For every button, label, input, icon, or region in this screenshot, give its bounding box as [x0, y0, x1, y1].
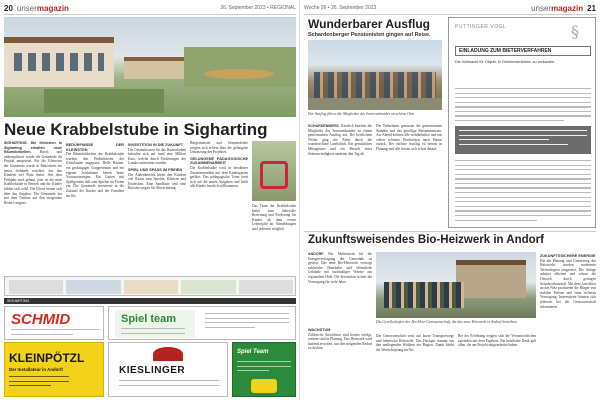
article-col-2: BEDÜRFNISSE DER KLEINSTEN Die Räumlichkeiten der Krabbelstube wurden den Bedürfnissen der Kleinkinder angepasst. Helle Räume, ein großzügiger Gruppenraum und ein eigener Schlafraum bieten beste Voraussetzungen. Ein Garten mit Spielgeräten lädt zum Spielen im Freien ein. Die Gemeinde investierte in die Zukunft der Kinder und der Familien im Ort. — [66, 143, 124, 198]
caption-bioheizwerk: Die Gesellschafter der Bio-Heiz-Genossenschaft, die das neue Heizwerk in Andorf betreiben. — [376, 320, 518, 324]
headline-ausflug: Wunderbarer Ausflug — [308, 17, 431, 31]
caption-ausflug: Der Ausflug führte die Mitglieder des Seniorenbundes an schöne Orte. — [308, 112, 416, 116]
ad-title: EINLADUNG ZUM BIETERVERFAHREN — [455, 46, 591, 56]
kieslinger-logo: KIESLINGER — [119, 365, 186, 376]
schmid-logo: SCHMID — [11, 311, 71, 328]
kieslinger-ad — [108, 342, 228, 397]
kleinpoetzl-logo: KLEINPÖTZL — [9, 351, 85, 365]
puttinger-vogl-ad — [448, 17, 596, 228]
spielteam-logo: Spiel team — [121, 313, 177, 325]
brand-logo: unsermagazin — [531, 3, 584, 13]
spielteam-green-logo: Spiel Team — [237, 349, 269, 355]
bioheizwerk-col-1: ANDORF. Ein Meilenstein für die Energieversorgung der Gemeinde ist gesetzt. Das neue Bio-Heizwerk versorgt zahlreiche Haushalte und öffentliche Gebäude mit nachhaltiger Wärme aus regionalem Holz. Die Investition sichert die Versorgung für viele Jahre. — [308, 252, 372, 284]
page-number: 20 — [4, 3, 13, 13]
right-header — [304, 3, 596, 13]
bioheizwerk-sidebar: ZUKUNFTSSICHERE ENERGIE Für die Planung und Umsetzung des Heizwerks wurden modernste Technologien eingesetzt. Die Anlage arbeitet effizient und schont die Umwelt durch geringen Schadstoffausstoß. Mit dem Anschluss an das Netz profitieren die Bürger von stabilen Preisen und einer sicheren Versorgung. Interessierte können sich jederzeit bei der Genossenschaft informieren. — [540, 254, 596, 309]
heizwerk-photo — [376, 252, 536, 318]
group-photo — [308, 40, 442, 110]
headline-bioheizwerk: Zukunftsweisendes Bio-Heizwerk in Andorf — [308, 234, 544, 246]
page-number: 21 — [587, 3, 596, 13]
issue-date: 26. September 2023 • REGIONAL — [220, 5, 296, 11]
spielteam-ad — [108, 306, 296, 340]
article-col-4: Bürgermeister und Gemeinderäte zeigten sich erfreut über die gelungene Umsetzung des Projektes. GELUNGENE PÄDAGOGISCHE ZUSAMMENARBEIT Die Krabbelstube wird in bewährter Zusammenarbeit mit dem Kindergarten geführt. Das pädagogische Team freut sich auf die neuen Aufgaben und heißt alle Kinder herzlich willkommen. — [190, 141, 248, 189]
building-photo — [4, 17, 296, 117]
schmid-ad — [4, 306, 104, 340]
paragraph-icon: § — [571, 22, 579, 41]
kleinpoetzl-ad — [4, 342, 104, 397]
article-col-5: Das Team der Krabbelstube bietet eine liebevolle Betreuung und Förderung für Kinder ab dem ersten Lebensjahr an. Anmeldungen sind jederzeit möglich. — [252, 204, 296, 231]
ad-highlight-box — [455, 126, 591, 154]
ad-banner-bar: SIGHARTING — [4, 298, 296, 304]
ausflug-col-1: SCHARDENBERG. Kürzlich brachen die Mitglieder des Seniorenbundes zu einem gemeinsamen Ausflug auf. Bei herrlichem Wetter ging die Fahrt durch die wunderschöne Landschaft. Ein gemütliches Mittagessen und ein Besuch einer Sehenswürdigkeit rundeten den Tag ab. — [308, 124, 372, 156]
brand-logo: unsermagazin — [16, 3, 69, 13]
bioheizwerk-col-2: Die Genossenschaft setzt auf kurze Transportwege und heimische Rohstoffe. Das Hackgut stammt aus den umliegenden Wäldern der Region. Damit bleibt die Wertschöpfung im Ort. — [376, 334, 454, 352]
ausflug-col-2: Die Teilnehmer genossen die gemeinsamen Stunden und das gesellige Beisammensein. Am Abend kehrten alle wohlbehalten und mit vielen schönen Eindrücken nach Hause zurück. Der nächste Ausflug ist bereits in Planung und alle freuen sich schon darauf. — [376, 124, 442, 151]
issue-date: Woche 26 • 26. September 2023 — [304, 5, 377, 11]
spielteam-green-ad — [232, 342, 296, 397]
bioheizwerk-col-3: Bei der Eröffnung zeigten sich die Verantwortlichen zufrieden mit dem Ergebnis. Ein herzlicher Dank galt allen, die am Projekt mitgearbeitet haben. — [458, 334, 536, 348]
sponsor-strip — [4, 276, 296, 296]
article-col-3: INVESTITION IN DIE ZUKUNFT Die Gesamtkosten für das Bauvorhaben belaufen sich auf rund eine Million Euro, welche durch Förderungen des Landes unterstützt wurden. SPIEL UND SPASS IM FREIEN Der Außenbereich bietet den Kindern viel Raum zum Spielen, Klettern und Entdecken. Eine Sandkiste und eine Rutsche sorgen für Abwechslung. — [128, 143, 186, 191]
subhead-ausflug: Schardenberger Pensionisten gingen auf Reise. — [308, 32, 431, 38]
puttinger-logo: PUTTINGER VOGL — [455, 24, 507, 30]
article-col-1: SIGHARTING. Die Kleinsten in Sigharting erhalten neue Räumlichkeiten. Rasch und unkompliziert wurde die Gemeinde ihr Projekt umgesetzt. Für die Kleinsten der Gemeinde wurde in Rekordzeit ein neues Gebäude errichtet, das den Kindern viel Platz bietet. Seit dem Frühjahr wird gebaut, jetzt ist die neue Krabbelstube in Betrieb und die Kinder fühlen sich wohl. Die Eltern freuen sich über das Angebot. Die Gemeinde hat mit dem Neubau auf den steigenden Bedarf reagiert. — [4, 141, 62, 205]
left-headline: Neue Krabbelstube in Sigharting — [4, 120, 268, 139]
right-page — [300, 0, 600, 400]
ad-intro: Die Vollmacht für Objekt: In Geheimverfahren zu verkaufen. — [455, 60, 556, 64]
playground-photo — [252, 141, 296, 201]
left-header — [4, 3, 296, 13]
kleinpoetzl-tagline: Der Installateur in Andorf! — [9, 367, 63, 372]
bioheizwerk-col-1b: WACHSTUM Zahlreiche Anschlüsse sind bereits erfolgt, weitere sind in Planung. Das Heizwerk wird laufend erweitert, um den steigenden Bedarf zu decken. — [308, 328, 372, 351]
